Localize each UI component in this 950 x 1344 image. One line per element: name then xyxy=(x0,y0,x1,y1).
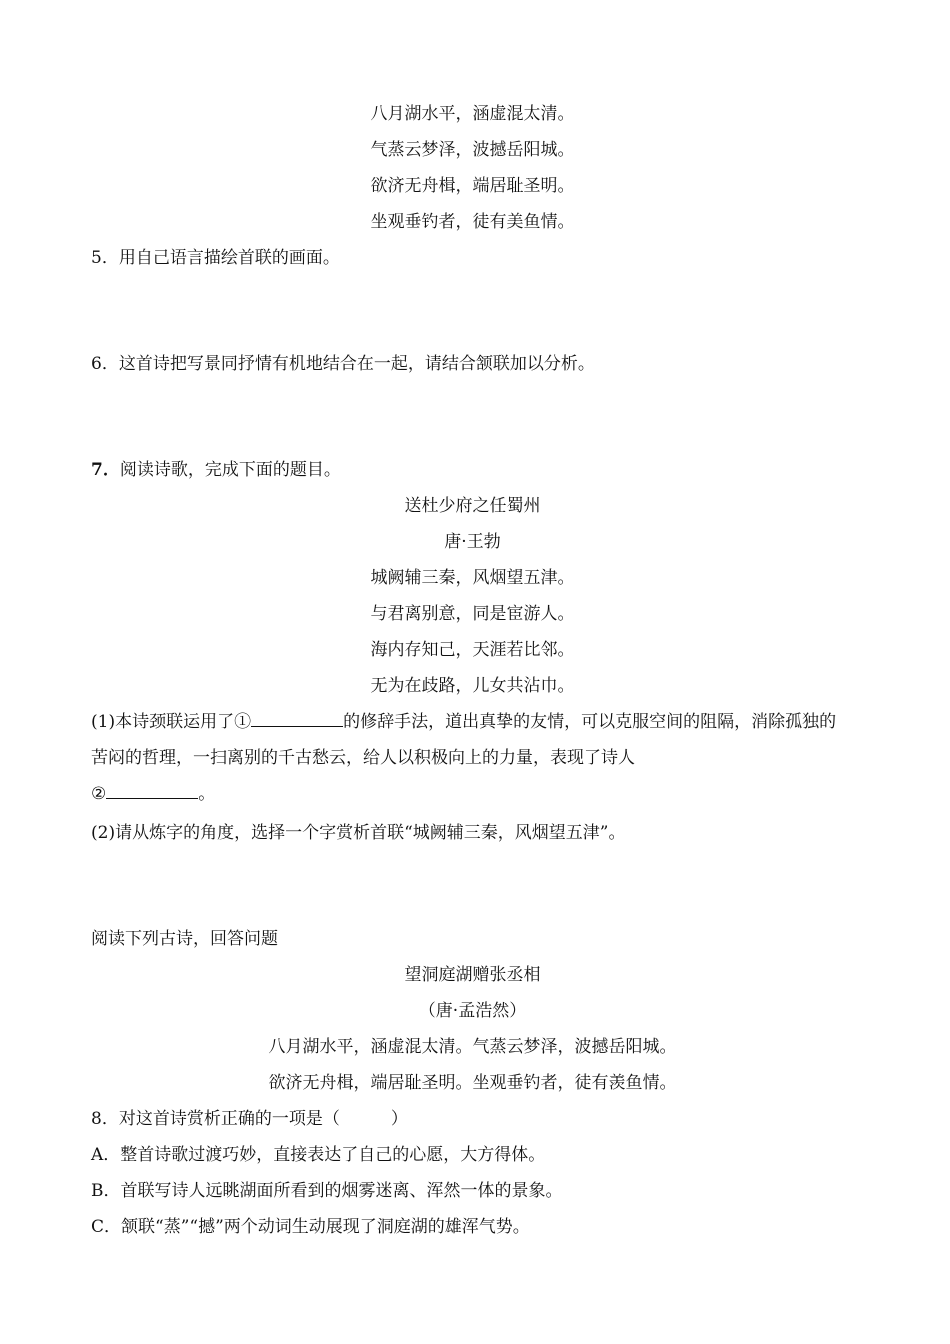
poem2-line-1: 城阙辅三秦，风烟望五津。 xyxy=(370,568,575,588)
question-7-intro: 阅读诗歌，完成下面的题目。 xyxy=(119,460,341,480)
section2-intro: 阅读下列古诗，回答问题 xyxy=(91,929,278,949)
poem3-title: 望洞庭湖赠张丞相 xyxy=(404,965,541,985)
option-c[interactable]: C．颔联“蒸”“撼”两个动词生动展现了洞庭湖的雄浑气势。 xyxy=(91,1217,530,1237)
poem3-author: （唐·孟浩然） xyxy=(418,1001,527,1021)
answer-blank-2[interactable] xyxy=(106,780,198,799)
question-8: 8．对这首诗赏析正确的一项是（ ） xyxy=(91,1109,408,1129)
option-b[interactable]: B．首联写诗人远眺湖面所看到的烟雾迷离、浑然一体的景象。 xyxy=(91,1181,563,1201)
poem1-line-2: 气蒸云梦泽，波撼岳阳城。 xyxy=(370,140,575,160)
sub1-text-d: 。 xyxy=(198,784,216,804)
poem1-line-1: 八月湖水平，涵虚混太清。 xyxy=(370,104,575,124)
sub1-text-b: 的修辞手法，道出真挚的友情，可以克服空间的阻隔，消除孤独的苦闷的哲理，一扫离别的千古愁云，给人以积极向上的力量，表现了诗人 xyxy=(91,712,837,768)
poem2-title: 送杜少府之任蜀州 xyxy=(404,496,541,516)
poem3-line-1: 八月湖水平，涵虚混太清。气蒸云梦泽，波撼岳阳城。 xyxy=(268,1037,677,1057)
poem2-line-2: 与君离别意，同是宦游人。 xyxy=(370,604,575,624)
option-a[interactable]: A．整首诗歌过渡巧妙，直接表达了自己的心愿，大方得体。 xyxy=(91,1145,546,1165)
question-5: 5．用自己语言描绘首联的画面。 xyxy=(91,248,340,268)
question-7-sub-2: (2)请从炼字的角度，选择一个字赏析首联“城阙辅三秦，风烟望五津”。 xyxy=(91,823,626,843)
sub1-text-a: (1)本诗颈联运用了① xyxy=(91,712,252,732)
poem1-line-4: 坐观垂钓者，徒有美鱼情。 xyxy=(370,212,575,232)
poem1-line-3: 欲济无舟楫，端居耻圣明。 xyxy=(370,176,575,196)
question-6: 6．这首诗把写景同抒情有机地结合在一起，请结合颔联加以分析。 xyxy=(91,354,595,374)
poem2-line-3: 海内存知己，天涯若比邻。 xyxy=(370,640,575,660)
sub1-text-c: ② xyxy=(91,784,107,804)
question-7-intro-line xyxy=(91,459,341,481)
poem2-line-4: 无为在歧路，儿女共沾巾。 xyxy=(370,676,575,696)
question-7-number: 7． xyxy=(91,460,120,480)
question-7-sub-1 xyxy=(91,704,851,812)
poem2-author: 唐·王勃 xyxy=(444,532,501,552)
poem3-line-2: 欲济无舟楫，端居耻圣明。坐观垂钓者，徒有羡鱼情。 xyxy=(268,1073,677,1093)
answer-blank-1[interactable] xyxy=(251,708,343,727)
